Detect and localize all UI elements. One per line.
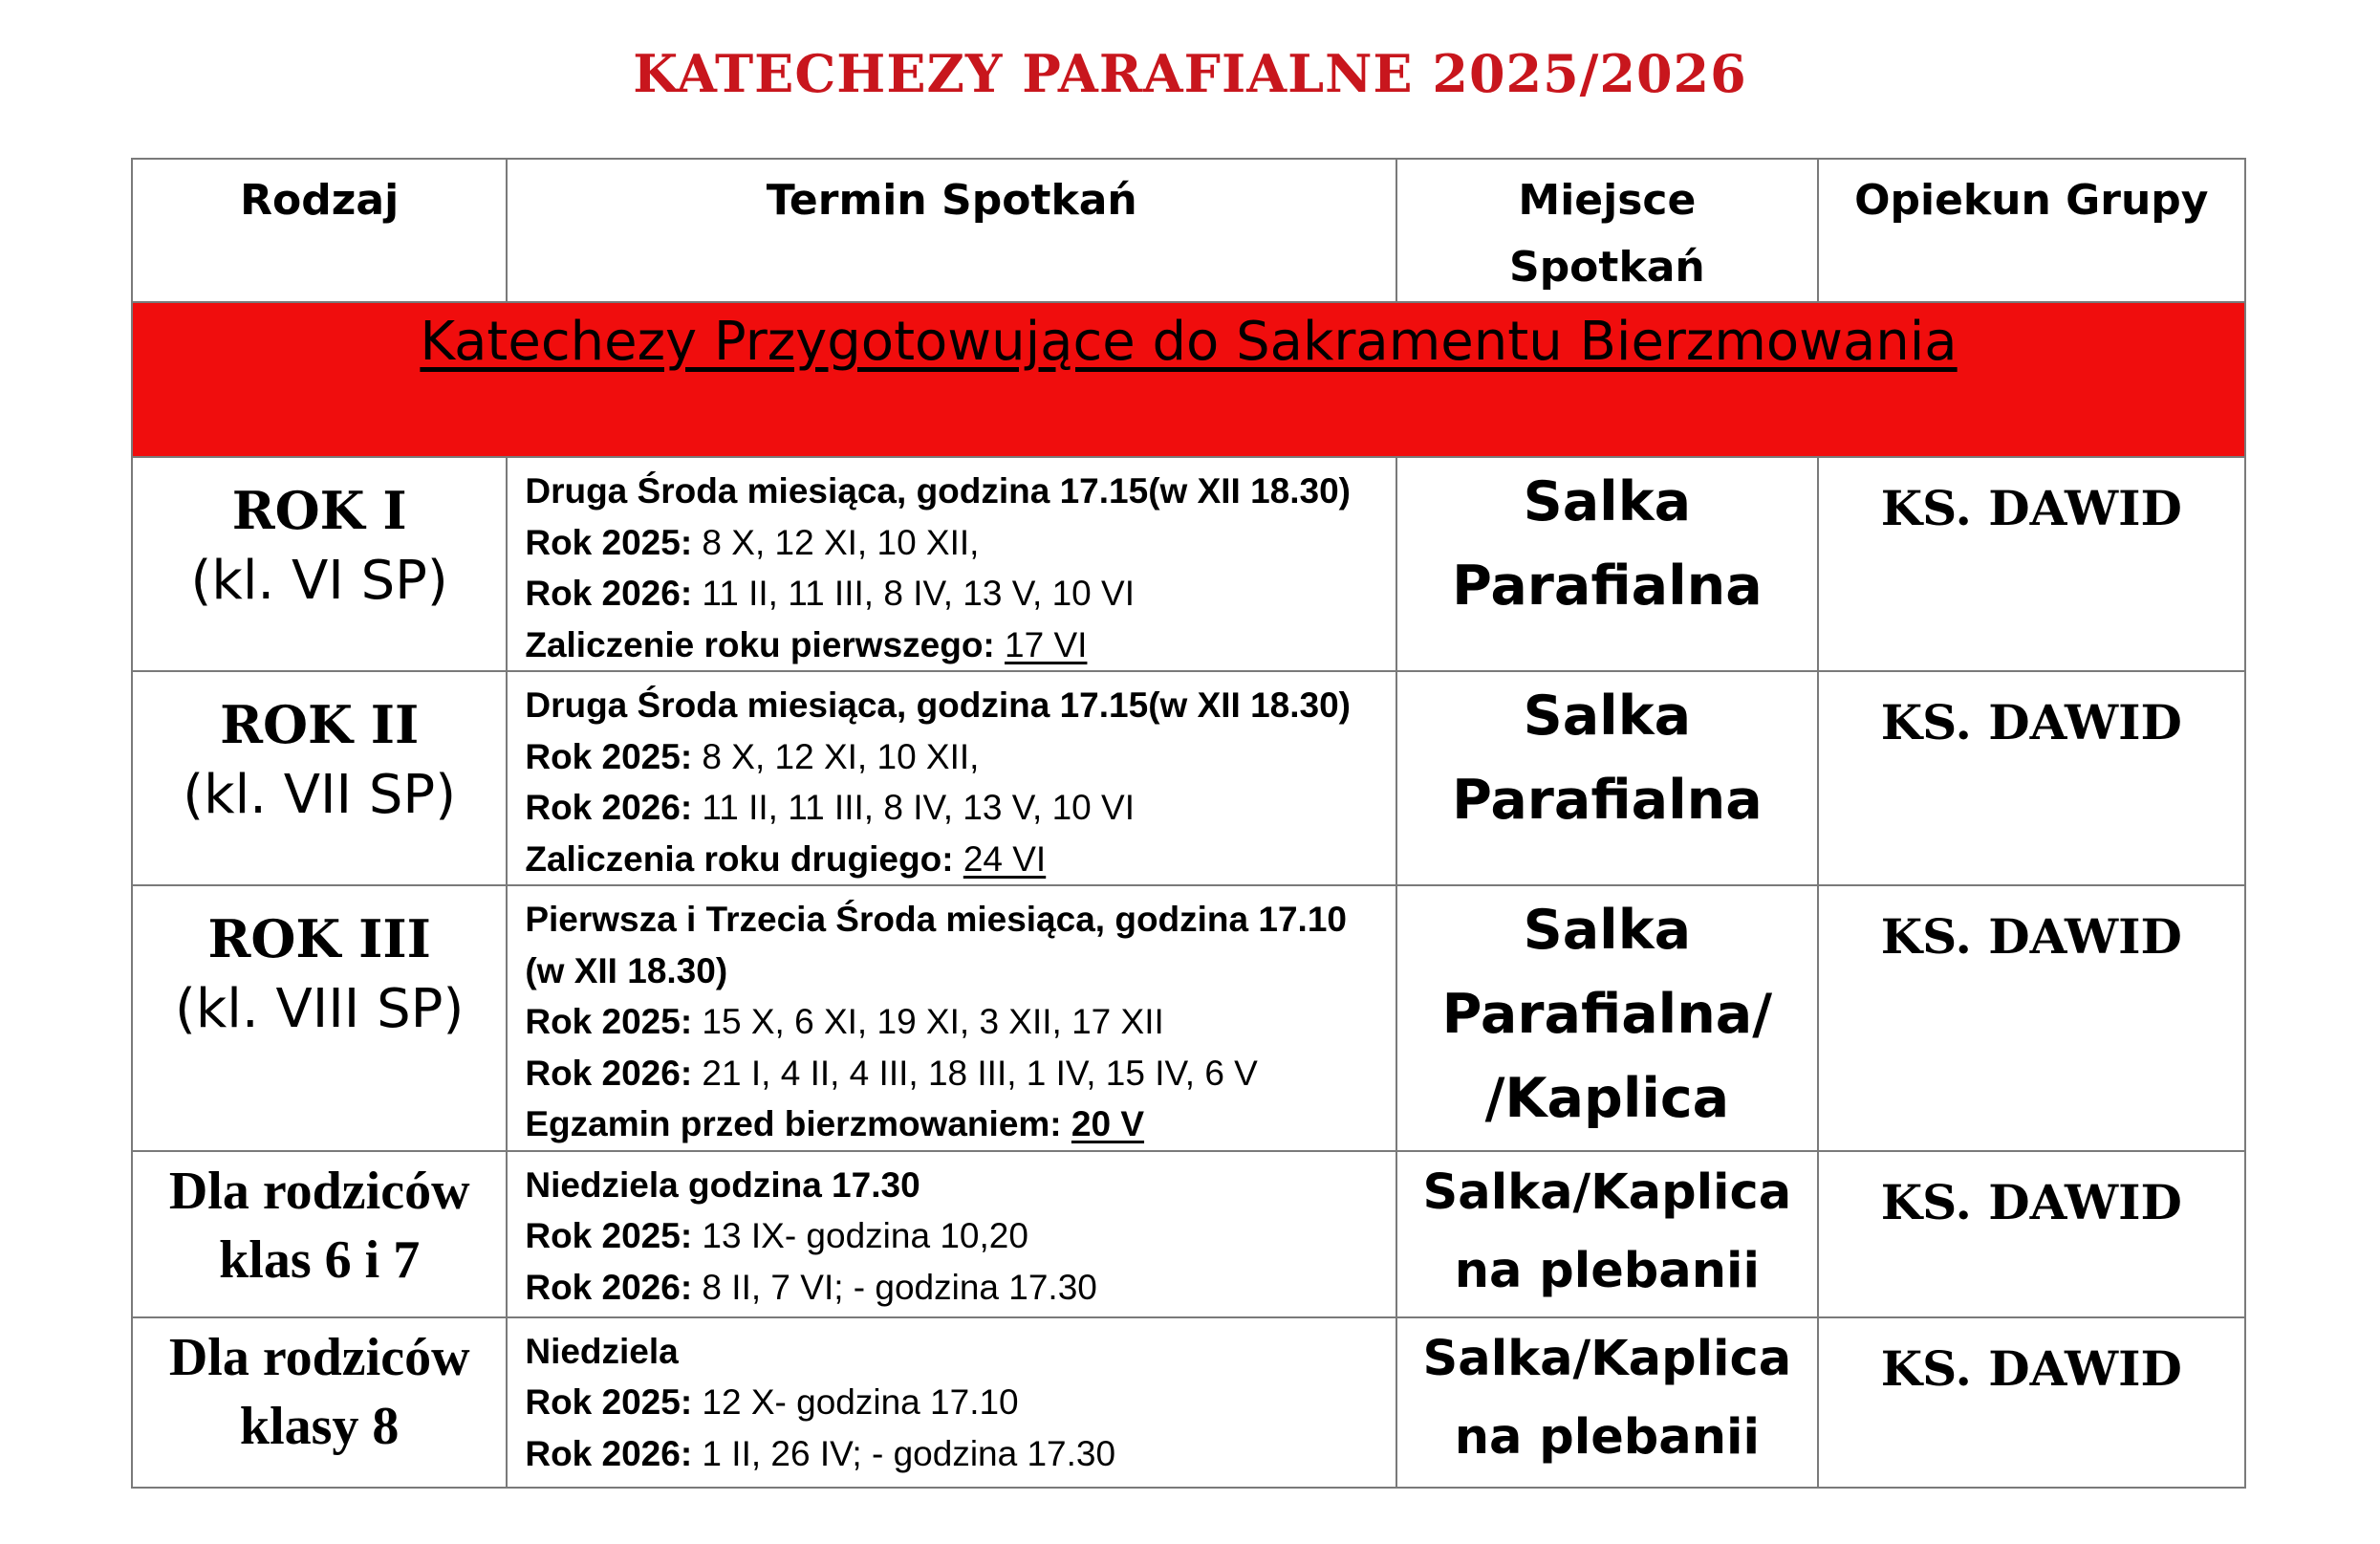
- header-termin: Termin Spotkań: [507, 159, 1396, 302]
- final-date: 24 VI: [963, 838, 1047, 879]
- miejsce-line1: Salka: [1523, 470, 1692, 533]
- rodzaj-name: Dla rodziców: [168, 1327, 470, 1387]
- rok2025-label: Rok 2025:: [525, 522, 693, 562]
- rodzaj-class: klas 6 i 7: [219, 1229, 421, 1290]
- table-row: [132, 1317, 2245, 1488]
- header-miejsce-line2: Spotkań: [1509, 243, 1705, 292]
- rok2025-label: Rok 2025:: [525, 1382, 693, 1422]
- miejsce-line3: /Kaplica: [1484, 1067, 1730, 1130]
- opiekun-cell: KS. DAWID: [1818, 457, 2245, 671]
- rok2025-dates: 12 X- godzina 17.10: [692, 1382, 1019, 1422]
- page-title: KATECHEZY PARAFIALNE 2025/2026: [633, 43, 1747, 104]
- rok2026-label: Rok 2026:: [525, 1267, 693, 1307]
- miejsce-line1: Salka/Kaplica: [1422, 1330, 1792, 1387]
- table-row: [132, 671, 2245, 885]
- termin-cell: [507, 885, 1396, 1151]
- rodzaj-name: ROK II: [220, 694, 420, 755]
- table-row: [132, 1151, 2245, 1317]
- rodzaj-name: ROK III: [207, 908, 431, 969]
- rodzaj-cell: [132, 1151, 507, 1317]
- rok2026-dates: 21 I, 4 II, 4 III, 18 III, 1 IV, 15 IV, 6 V: [692, 1053, 1258, 1093]
- rok2026-label: Rok 2026:: [525, 1433, 693, 1473]
- termin-cell: [507, 1317, 1396, 1488]
- miejsce-line1: Salka: [1523, 899, 1692, 962]
- miejsce-line1: Salka/Kaplica: [1422, 1163, 1792, 1221]
- miejsce-line1: Salka: [1523, 685, 1692, 748]
- termin-schedule-note: (w XII 18.30): [525, 950, 728, 990]
- rodzaj-name: Dla rodziców: [168, 1161, 470, 1221]
- rok2025-dates: 8 X, 12 XI, 10 XII,: [692, 522, 980, 562]
- rodzaj-cell: [132, 1317, 507, 1488]
- miejsce-line2: na plebanii: [1454, 1408, 1760, 1466]
- rodzaj-cell: [132, 671, 507, 885]
- rok2026-dates: 11 II, 11 III, 8 IV, 13 V, 10 VI: [692, 574, 1135, 613]
- miejsce-cell: [1396, 457, 1817, 671]
- section-cell: [132, 302, 2245, 457]
- rodzaj-name: ROK I: [231, 480, 407, 541]
- rodzaj-class: klasy 8: [239, 1396, 400, 1456]
- termin-schedule: Niedziela godzina 17.30: [525, 1164, 920, 1205]
- final-date: 17 VI: [1005, 624, 1088, 664]
- miejsce-line2: Parafialna: [1452, 769, 1763, 832]
- termin-schedule: Druga Środa miesiąca, godzina 17.15(w XII 18.30): [525, 685, 1352, 725]
- rok2025-dates: 13 IX- godzina 10,20: [692, 1216, 1028, 1255]
- rok2026-label: Rok 2026:: [525, 788, 693, 827]
- header-rodzaj: Rodzaj: [132, 159, 507, 302]
- rok2025-label: Rok 2025:: [525, 1002, 693, 1041]
- rok2026-dates: 8 II, 7 VI; - godzina 17.30: [692, 1267, 1097, 1307]
- rok2025-dates: 15 X, 6 XI, 19 XI, 3 XII, 17 XII: [692, 1002, 1164, 1041]
- miejsce-line2: Parafialna/: [1441, 983, 1773, 1046]
- rok2026-label: Rok 2026:: [525, 574, 693, 613]
- final-date: 20 V: [1071, 1104, 1145, 1143]
- final-label: Zaliczenie roku pierwszego:: [525, 624, 995, 664]
- final-label: Egzamin przed bierzmowaniem:: [525, 1104, 1062, 1143]
- termin-cell: [507, 671, 1396, 885]
- termin-cell: [507, 1151, 1396, 1317]
- miejsce-line2: na plebanii: [1454, 1242, 1760, 1299]
- rodzaj-cell: [132, 885, 507, 1151]
- rok2026-dates: 1 II, 26 IV; - godzina 17.30: [692, 1433, 1116, 1473]
- termin-schedule: Druga Środa miesiąca, godzina 17.15(w XII 18.30): [525, 471, 1352, 511]
- termin-schedule: Pierwsza i Trzecia Środa miesiąca, godzina 17.10: [525, 900, 1347, 939]
- header-miejsce: [1396, 159, 1817, 302]
- table-row: [132, 457, 2245, 671]
- rodzaj-class: (kl. VI SP): [190, 550, 448, 612]
- rodzaj-class: (kl. VIII SP): [175, 978, 465, 1040]
- miejsce-cell: [1396, 885, 1817, 1151]
- opiekun-cell: KS. DAWID: [1818, 1151, 2245, 1317]
- header-row: [132, 159, 2245, 302]
- opiekun-cell: KS. DAWID: [1818, 671, 2245, 885]
- miejsce-cell: [1396, 1317, 1817, 1488]
- termin-schedule: Niedziela: [525, 1331, 679, 1371]
- miejsce-line2: Parafialna: [1452, 555, 1763, 618]
- rok2025-label: Rok 2025:: [525, 736, 693, 776]
- miejsce-cell: [1396, 671, 1817, 885]
- opiekun-cell: KS. DAWID: [1818, 885, 2245, 1151]
- opiekun-cell: KS. DAWID: [1818, 1317, 2245, 1488]
- miejsce-cell: [1396, 1151, 1817, 1317]
- final-label: Zaliczenia roku drugiego:: [525, 838, 954, 879]
- schedule-table: [131, 158, 2246, 1489]
- rodzaj-cell: [132, 457, 507, 671]
- header-opiekun: Opiekun Grupy: [1818, 159, 2245, 302]
- section-title: Katechezy Przygotowujące do Sakramentu Bierzmowania: [420, 311, 1958, 373]
- table-row: [132, 885, 2245, 1151]
- section-row: [132, 302, 2245, 457]
- rok2026-dates: 11 II, 11 III, 8 IV, 13 V, 10 VI: [692, 788, 1135, 827]
- rok2025-label: Rok 2025:: [525, 1216, 693, 1255]
- rodzaj-class: (kl. VII SP): [183, 764, 457, 826]
- header-miejsce-line1: Miejsce: [1518, 176, 1697, 225]
- rok2026-label: Rok 2026:: [525, 1053, 693, 1093]
- termin-cell: [507, 457, 1396, 671]
- rok2025-dates: 8 X, 12 XI, 10 XII,: [692, 736, 980, 776]
